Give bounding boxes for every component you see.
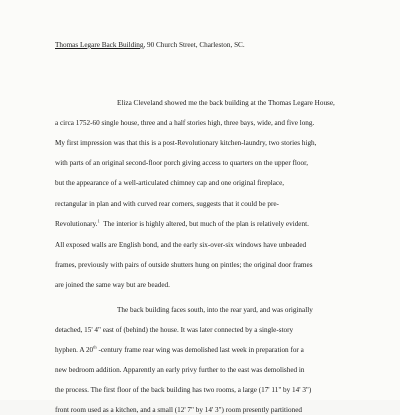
paragraph-line: My first impression was that this is a post-Revolutionary kitchen-laundry, two stories high, (55, 139, 317, 147)
paragraph-line (55, 346, 304, 355)
paragraph-line: but the appearance of a well-articulated chimney cap and one original fireplace, (55, 179, 285, 187)
paragraph-line: The back building faces south, into the rear yard, and was originally (117, 306, 313, 314)
footnote-mark: 1 (97, 218, 100, 224)
paragraph-line: a circa 1752-60 single house, three and a half stories high, three bays, wide, and five long. (55, 119, 315, 127)
hyphen-text: hyphen. A 20 (55, 346, 94, 354)
title-building-name: Thomas Legare Back Building (55, 41, 144, 49)
paragraph-line: new bedroom addition. Apparently an early privy further to the east was demolished in (55, 366, 305, 374)
paragraph-line: detached, 15' 4" east of (behind) the house. It was later connected by a single-story (55, 326, 294, 334)
superscript-th: th (93, 344, 97, 350)
paragraph-line: front room used as a kitchen, and a small (12' 7" by 14' 3") room presently partitioned (55, 406, 302, 414)
document-title (55, 41, 245, 50)
paragraph-line: All exposed walls are English bond, and the early six-over-six windows have unbeaded (55, 241, 307, 249)
paragraph-line: Eliza Cleveland showed me the back building at the Thomas Legare House, (117, 99, 335, 107)
paragraph-line: rectangular in plan and with curved rear corners, suggests that it could be pre- (55, 200, 279, 208)
revolutionary-word: Revolutionary. (55, 220, 98, 228)
paragraph-line: with parts of an original second-floor porch giving access to quarters on the upper floor, (55, 159, 308, 167)
interior-sentence: The interior is highly altered, but much of the plan is relatively evident. (103, 220, 309, 228)
title-address: , 90 Church Street, Charleston, SC. (143, 41, 245, 49)
paragraph-line: the process. The first floor of the back building has two rooms, a large (17' 11" by 14' 3") (55, 386, 312, 394)
paragraph-line: frames, previously with pairs of outside shutters hung on pintles; the original door frames (55, 261, 313, 269)
rear-wing-text: -century frame rear wing was demolished last week in preparation for a (96, 346, 304, 354)
paragraph-line: are joined the same way but are beaded. (55, 281, 170, 289)
paragraph-line (55, 220, 309, 229)
